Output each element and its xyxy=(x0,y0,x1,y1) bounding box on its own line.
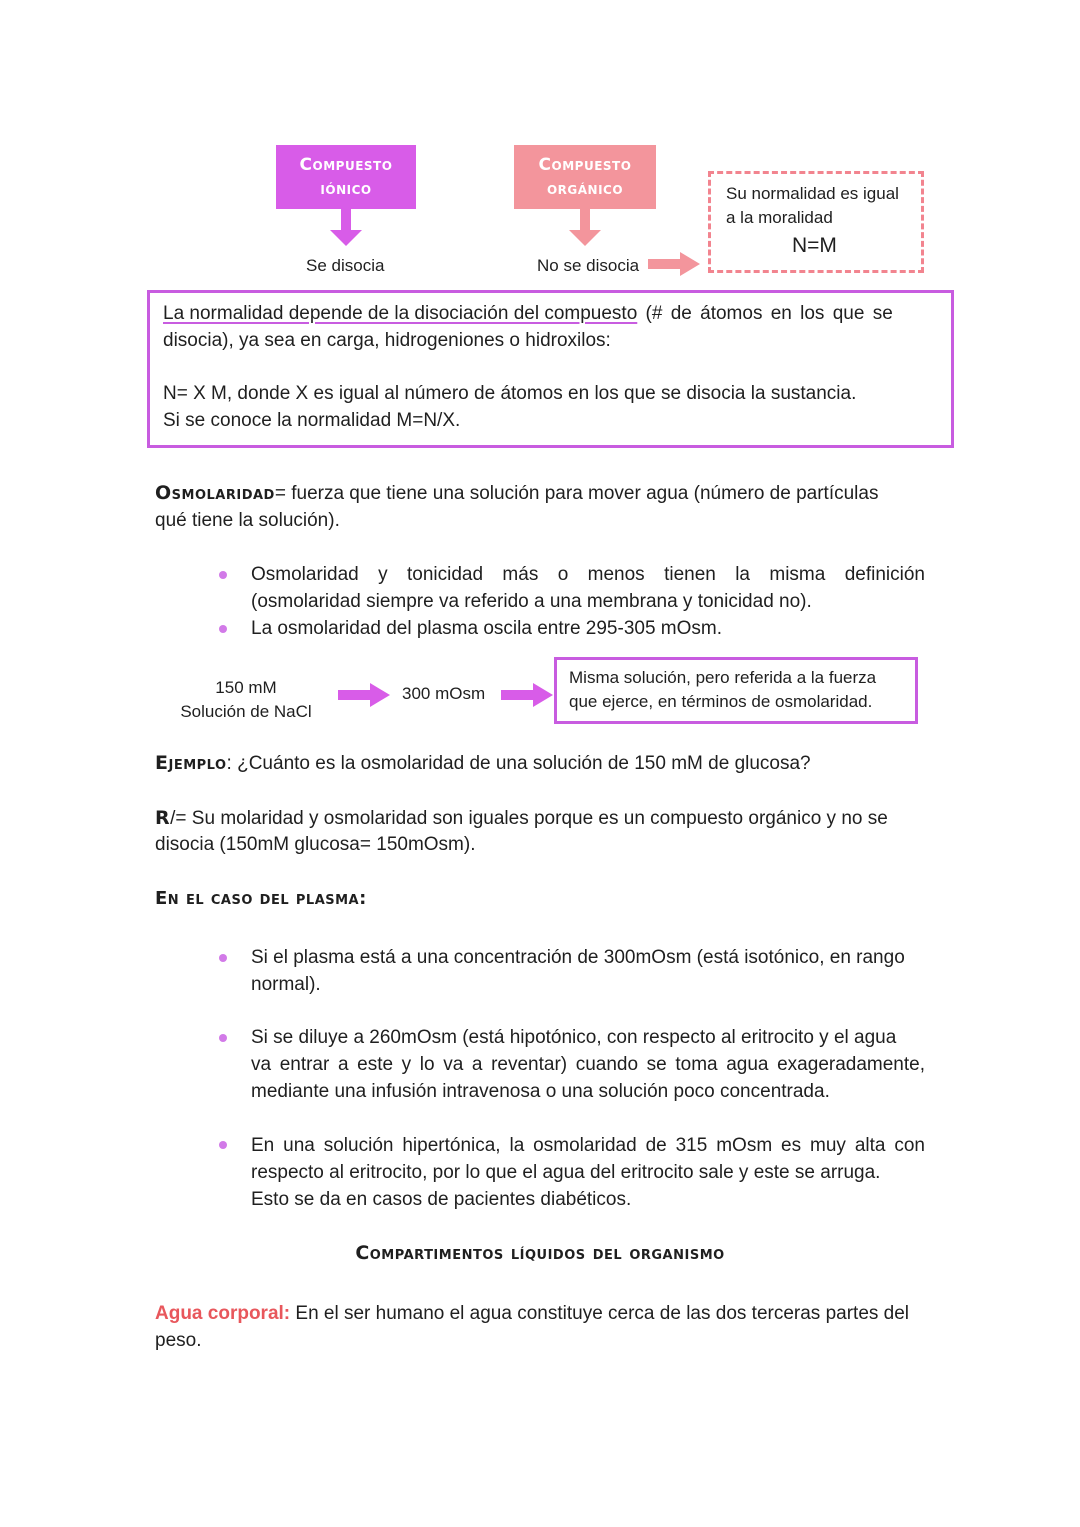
plasma-bullet3-line2: respecto al eritrocito, por lo que el agua del eritrocito sale y este se arruga. xyxy=(251,1162,881,1183)
right-arrow-head-icon xyxy=(680,252,700,276)
normality-line4: Si se conoce la normalidad M=N/X. xyxy=(163,410,461,431)
ionic-arrow-head-icon xyxy=(330,230,362,246)
bullet-dot xyxy=(219,1141,227,1149)
plasma-bullet2-line2: va entrar a este y lo va a reventar) cuando se toma agua exageradamente, xyxy=(251,1054,925,1075)
nacl-arrow1-shaft xyxy=(338,690,372,700)
plasma-bullet1-line2: normal). xyxy=(251,974,321,995)
body-water-label: Agua corporal: xyxy=(155,1303,291,1324)
normality-line1 xyxy=(163,300,939,327)
example-question xyxy=(155,750,811,777)
osmolarity-definition-text: = fuerza que tiene una solución para mover agua (número de partículas xyxy=(274,483,879,504)
example-answer-line1 xyxy=(155,805,888,832)
osmolarity-bullet2-line1: La osmolaridad del plasma oscila entre 295-305 mOsm. xyxy=(251,618,723,639)
nacl-arrow1-head-icon xyxy=(370,683,390,707)
bullet-dot xyxy=(219,625,227,633)
ionic-compound-box xyxy=(276,145,416,209)
nacl-explanation-line1: Misma solución, pero referida a la fuerza xyxy=(569,668,877,687)
answer-label: R xyxy=(155,807,171,829)
plasma-bullet1-line1: Si el plasma está a una concentración de 300mOsm (está isotónico, en rango xyxy=(251,947,905,968)
normality-underlined-text: La normalidad depende de la disociación del compuesto xyxy=(163,303,638,324)
organic-arrow-head-icon xyxy=(569,230,601,246)
normality-note-line2: a la moralidad xyxy=(726,208,833,227)
organic-compound-box xyxy=(514,145,656,209)
ionic-box-line2: iónico xyxy=(320,179,372,199)
nacl-left-label xyxy=(168,676,324,724)
organic-arrow-shaft xyxy=(580,209,590,231)
example-label: Ejemplo xyxy=(155,752,227,774)
nacl-solution-name: Solución de NaCl xyxy=(180,702,312,721)
osmolarity-bullet1-line1: Osmolaridad y tonicidad más o menos tienen la misma definición xyxy=(251,564,925,585)
bullet-dot xyxy=(219,571,227,579)
body-water-line2: peso. xyxy=(155,1330,202,1351)
normality-formula: N=M xyxy=(792,234,837,257)
osmolarity-definition-line2: qué tiene la solución). xyxy=(155,510,340,531)
answer-text: /= Su molaridad y osmolaridad son iguales porque es un compuesto orgánico y no se xyxy=(170,808,888,829)
compartments-heading: Compartimentos líquidos del organismo xyxy=(355,1242,725,1264)
nacl-arrow2-head-icon xyxy=(533,683,553,707)
bullet-dot xyxy=(219,954,227,962)
plasma-bullet3-line3: Esto se da en casos de pacientes diabéticos. xyxy=(251,1189,632,1210)
ionic-arrow-shaft xyxy=(341,209,351,231)
organic-caption: No se disocia xyxy=(537,256,640,275)
nacl-osmolarity-value: 300 mOsm xyxy=(402,684,486,703)
normality-line3: N= X M, donde X es igual al número de átomos en los que se disocia la sustancia. xyxy=(163,383,857,404)
plasma-heading: En el caso del plasma: xyxy=(155,888,367,909)
nacl-explanation-line2: que ejerce, en términos de osmolaridad. xyxy=(569,692,873,711)
organic-box-line1: Compuesto xyxy=(538,155,632,175)
osmolarity-definition-line1 xyxy=(155,480,878,507)
example-question-text: : ¿Cuánto es la osmolaridad de una solución de 150 mM de glucosa? xyxy=(226,753,811,774)
example-answer-line2: disocia (150mM glucosa= 150mOsm). xyxy=(155,834,476,855)
normality-line2: disocia), ya sea en carga, hidrogeniones o hidroxilos: xyxy=(163,330,611,351)
plasma-bullet3-line1: En una solución hipertónica, la osmolaridad de 315 mOsm es muy alta con xyxy=(251,1135,925,1156)
organic-box-line2: orgánico xyxy=(546,179,624,199)
ionic-caption: Se disocia xyxy=(306,256,385,275)
osmolarity-heading: Osmolaridad xyxy=(155,482,275,504)
right-arrow-shaft xyxy=(648,259,682,269)
nacl-concentration: 150 mM xyxy=(215,678,277,697)
plasma-bullet2-line3: mediante una infusión intravenosa o una solución poco concentrada. xyxy=(251,1081,830,1102)
osmolarity-bullet1-line2: (osmolaridad siempre va referido a una membrana y tonicidad no). xyxy=(251,591,812,612)
normality-line1-rest: (# de átomos en los que se xyxy=(637,303,893,324)
body-water-text: En el ser humano el agua constituye cerca de las dos terceras partes del xyxy=(290,1303,910,1324)
normality-note-line1: Su normalidad es igual xyxy=(726,184,899,203)
body-water-line1 xyxy=(155,1300,909,1327)
ionic-box-line1: Compuesto xyxy=(299,155,393,175)
nacl-arrow2-shaft xyxy=(501,690,535,700)
plasma-bullet2-line1: Si se diluye a 260mOsm (está hipotónico, con respecto al eritrocito y el agua xyxy=(251,1027,897,1048)
bullet-dot xyxy=(219,1034,227,1042)
